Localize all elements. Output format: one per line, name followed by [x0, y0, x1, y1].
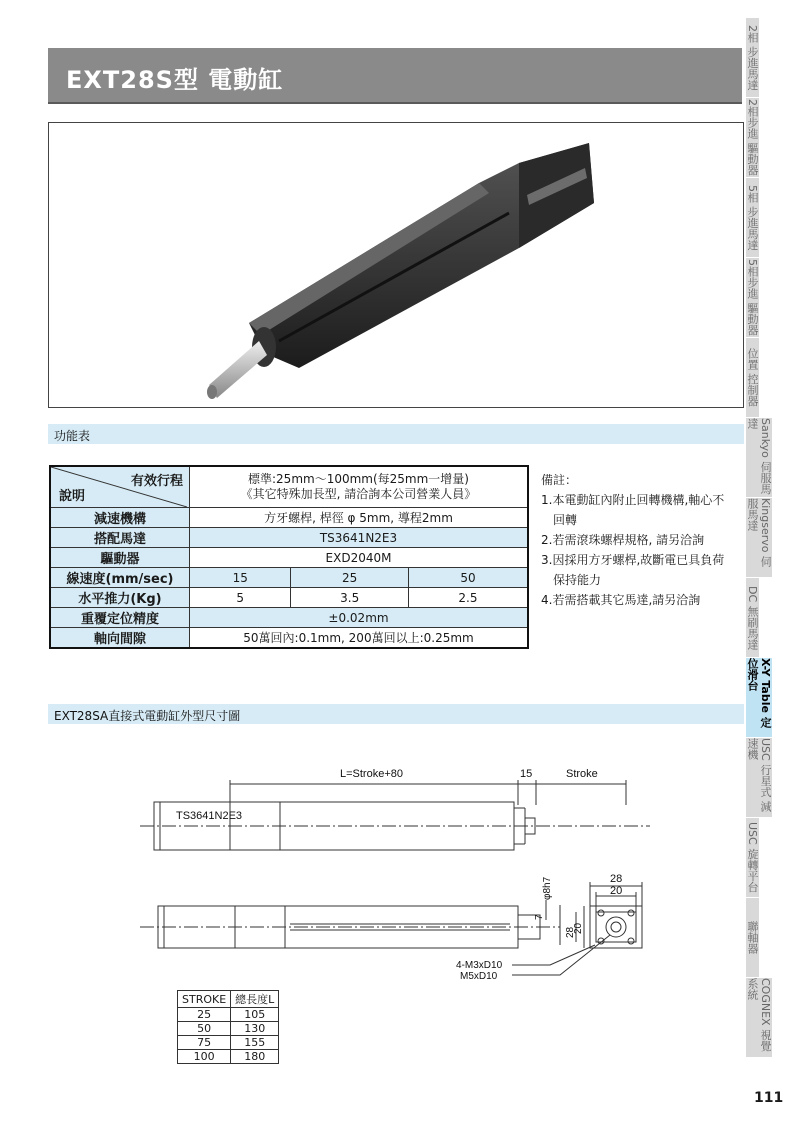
- stroke-line1: 標準:25mm～100mm(每25mm一增量): [248, 472, 469, 486]
- row-value: ±0.02mm: [190, 608, 529, 628]
- side-tab-coupling[interactable]: 聯軸器: [746, 898, 759, 978]
- dim-28v-label: 28: [565, 926, 576, 938]
- page-title: EXT28S型 電動缸: [66, 66, 284, 94]
- thrust-value: 2.5: [408, 588, 528, 608]
- side-tab-sankyo[interactable]: Sankyo 伺服馬達: [746, 418, 772, 498]
- product-photo: [48, 122, 744, 408]
- dim-20v-label: 20: [573, 922, 584, 934]
- speed-value: 25: [291, 568, 408, 588]
- page-number: 111: [754, 1090, 784, 1106]
- stroke-cell: 75: [178, 1036, 231, 1050]
- dim-stroke-label: Stroke: [566, 768, 598, 780]
- row-label: 重覆定位精度: [50, 608, 190, 628]
- header-stroke-label: 有效行程: [130, 474, 183, 489]
- section-header-drawing: [48, 704, 744, 724]
- length-cell: 180: [231, 1050, 279, 1064]
- section-label: 功能表: [54, 429, 91, 443]
- hole-label-1: 4-M3xD10: [456, 960, 503, 971]
- section-header-spec: [48, 424, 744, 444]
- side-navigation: [746, 18, 793, 1058]
- side-tab-2phase-motor[interactable]: 2相 步進馬達: [746, 18, 759, 98]
- note-line: 2.若需滾珠螺桿規格, 請另洽詢: [541, 533, 705, 547]
- length-cell: 155: [231, 1036, 279, 1050]
- thrust-value: 3.5: [291, 588, 408, 608]
- note-line: 保持能力: [553, 573, 602, 587]
- stroke-cell: 50: [178, 1022, 231, 1036]
- length-cell: 130: [231, 1022, 279, 1036]
- notes: [541, 470, 751, 610]
- hole-label-2: M5xD10: [460, 971, 498, 982]
- dim-length-label: L=Stroke+80: [340, 768, 403, 780]
- dim-15-label: 15: [520, 768, 533, 780]
- row-value: EXD2040M: [190, 548, 529, 568]
- stroke-value: [190, 466, 529, 508]
- row-label: 減速機構: [50, 508, 190, 528]
- dim-20-label: 20: [610, 885, 623, 897]
- note-line: 1.本電動缸內附止回轉機構,軸心不: [541, 493, 725, 507]
- speed-value: 50: [408, 568, 528, 588]
- side-tab-5phase-motor[interactable]: 5相 步進馬達: [746, 178, 759, 258]
- side-tab-usc-rotary[interactable]: USC 旋轉平台: [746, 818, 759, 898]
- side-tab-dc-brushless[interactable]: DC 無刷馬達: [746, 578, 759, 658]
- side-tab-5phase-driver[interactable]: 5相步進 驅動器: [746, 258, 759, 338]
- row-label: 水平推力(Kg): [50, 588, 190, 608]
- row-value: TS3641N2E3: [190, 528, 529, 548]
- section-label: EXT28SA直接式電動缸外型尺寸圖: [54, 709, 241, 723]
- stroke-table: [177, 990, 279, 1064]
- notes-title: 備註：: [541, 473, 578, 487]
- dim-7-label: 7: [534, 914, 545, 920]
- side-tab-position-controller[interactable]: 位置 控制器: [746, 338, 759, 418]
- thrust-value: 5: [190, 588, 291, 608]
- header-desc-label: 說明: [59, 489, 86, 504]
- spec-table: [49, 465, 529, 649]
- row-value: 方牙螺桿, 桿徑 φ 5mm, 導程2mm: [190, 508, 529, 528]
- side-tab-2phase-driver[interactable]: 2相步進 驅動器: [746, 98, 759, 178]
- side-tab-usc-reducer[interactable]: USC 行星式 減速機: [746, 738, 772, 818]
- side-tab-kingservo[interactable]: Kingservo 伺服馬達: [746, 498, 772, 578]
- side-tab-cognex[interactable]: COGNEX 視覺系統: [746, 978, 772, 1058]
- row-label: 線速度(mm/sec): [50, 568, 190, 588]
- stroke-cell: 100: [178, 1050, 231, 1064]
- note-line: 3.因採用方牙螺桿,故斷電已具負荷: [541, 553, 725, 567]
- side-tab-xy-table[interactable]: X-Y Table 定位滑台: [746, 658, 772, 738]
- row-label: 軸向間隙: [50, 628, 190, 649]
- stroke-line2: 《其它特殊加長型, 請洽詢本公司營業人員》: [240, 487, 477, 501]
- actuator-illustration: [49, 123, 743, 407]
- length-header: 總長度L: [231, 991, 279, 1008]
- dimension-drawing: [140, 760, 660, 985]
- row-value: 50萬回內:0.1mm, 200萬回以上:0.25mm: [190, 628, 529, 649]
- note-line: 4.若需搭載其它馬達,請另洽詢: [541, 593, 701, 607]
- spec-header-corner: [50, 466, 190, 508]
- row-label: 驅動器: [50, 548, 190, 568]
- stroke-header: STROKE: [178, 991, 231, 1008]
- stroke-cell: 25: [178, 1008, 231, 1022]
- length-cell: 105: [231, 1008, 279, 1022]
- speed-value: 15: [190, 568, 291, 588]
- row-label: 搭配馬達: [50, 528, 190, 548]
- motor-label: TS3641N2E3: [176, 810, 243, 822]
- note-line: 回轉: [553, 513, 578, 527]
- title-bar: [48, 48, 742, 104]
- dim-28-label: 28: [610, 873, 623, 885]
- dim-phi-label: φ8h7: [542, 876, 553, 900]
